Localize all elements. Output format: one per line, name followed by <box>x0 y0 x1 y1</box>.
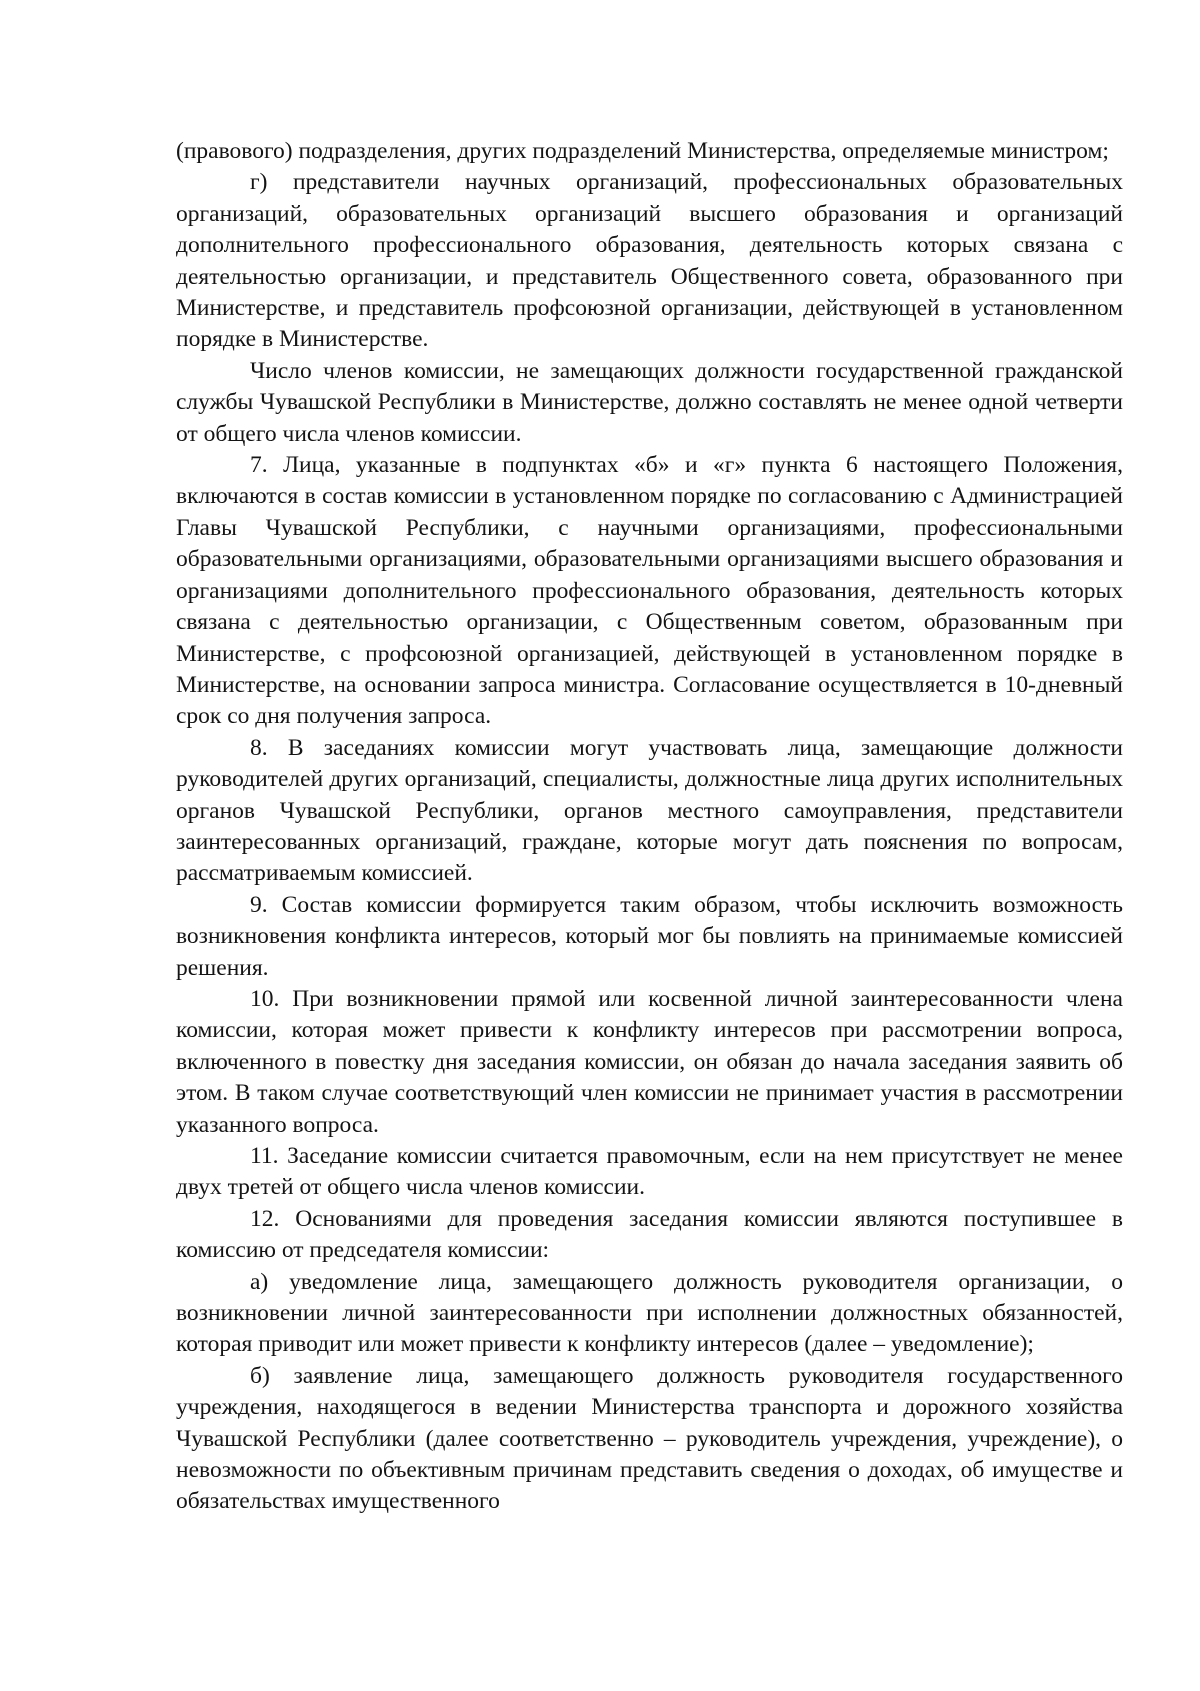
paragraph-7: 11. Заседание комиссии считается правомочным, если на нем присутствует не менее двух третей от общего числа членов комиссии. <box>176 1143 1123 1201</box>
paragraph-1: г) представители научных организаций, профессиональных образовательных организаций, образовательных организаций высшего образования и организаций дополнительного профессионального образования, деятельность которых связана с деятельностью организации, и представитель Общественного совета, образованного при Министерстве, и представитель профсоюзной организации, действующей в установленном порядке в Министерстве. <box>176 169 1123 353</box>
paragraph-10: б) заявление лица, замещающего должность руководителя государственного учреждения, находящегося в ведении Министерства транспорта и дорожного хозяйства Чувашской Республики (далее соответственно – руководитель учреждения, учреждение), о невозможности по объективным причинам представить сведения о доходах, об имуществе и обязательствах имущественного <box>176 1362 1123 1515</box>
paragraph-4: 8. В заседаниях комиссии могут участвовать лица, замещающие должности руководителей других организаций, специалисты, должностные лица других исполнительных органов Чувашской Республики, органов местного самоуправления, представители заинтересованных организаций, граждане, которые могут дать пояснения по вопросам, рассматриваемым комиссией. <box>176 734 1123 887</box>
document-body <box>176 136 1123 1518</box>
paragraph-3: 7. Лица, указанные в подпунктах «б» и «г» пункта 6 настоящего Положения, включаются в состав комиссии в установленном порядке по согласованию с Администрацией Главы Чувашской Республики, с научными организациями, профессиональными образовательными организациями, образовательными организациями высшего образования и организациями дополнительного профессионального образования, деятельность которых связана с деятельностью организации, с Общественным советом, образованным при Министерстве, с профсоюзной организацией, действующей в установленном порядке в Министерстве, на основании запроса министра. Согласование осуществляется в 10-дневный срок со дня получения запроса. <box>176 452 1123 730</box>
paragraph-8: 12. Основаниями для проведения заседания комиссии являются поступившее в комиссию от председателя комиссии: <box>176 1205 1123 1264</box>
paragraph-6: 10. При возникновении прямой или косвенной личной заинтересованности члена комиссии, которая может привести к конфликту интересов при рассмотрении вопроса, включенного в повестку дня заседания комиссии, он обязан до начала заседания заявить об этом. В таком случае соответствующий член комиссии не принимает участия в рассмотрении указанного вопроса. <box>176 985 1123 1138</box>
paragraph-9: а) уведомление лица, замещающего должность руководителя организации, о возникновении личной заинтересованности при исполнении должностных обязанностей, которая приводит или может привести к конфликту интересов (далее – уведомление); <box>176 1268 1123 1358</box>
paragraph-2: Число членов комиссии, не замещающих должности государственной гражданской службы Чувашской Республики в Министерстве, должно составлять не менее одной четверти от общего числа членов комиссии. <box>176 357 1123 447</box>
paragraph-0: (правового) подразделения, других подразделений Министерства, определяемые министром; <box>176 138 1109 164</box>
paragraph-5: 9. Состав комиссии формируется таким образом, чтобы исключить возможность возникновения конфликта интересов, который мог бы повлиять на принимаемые комиссией решения. <box>176 891 1123 981</box>
